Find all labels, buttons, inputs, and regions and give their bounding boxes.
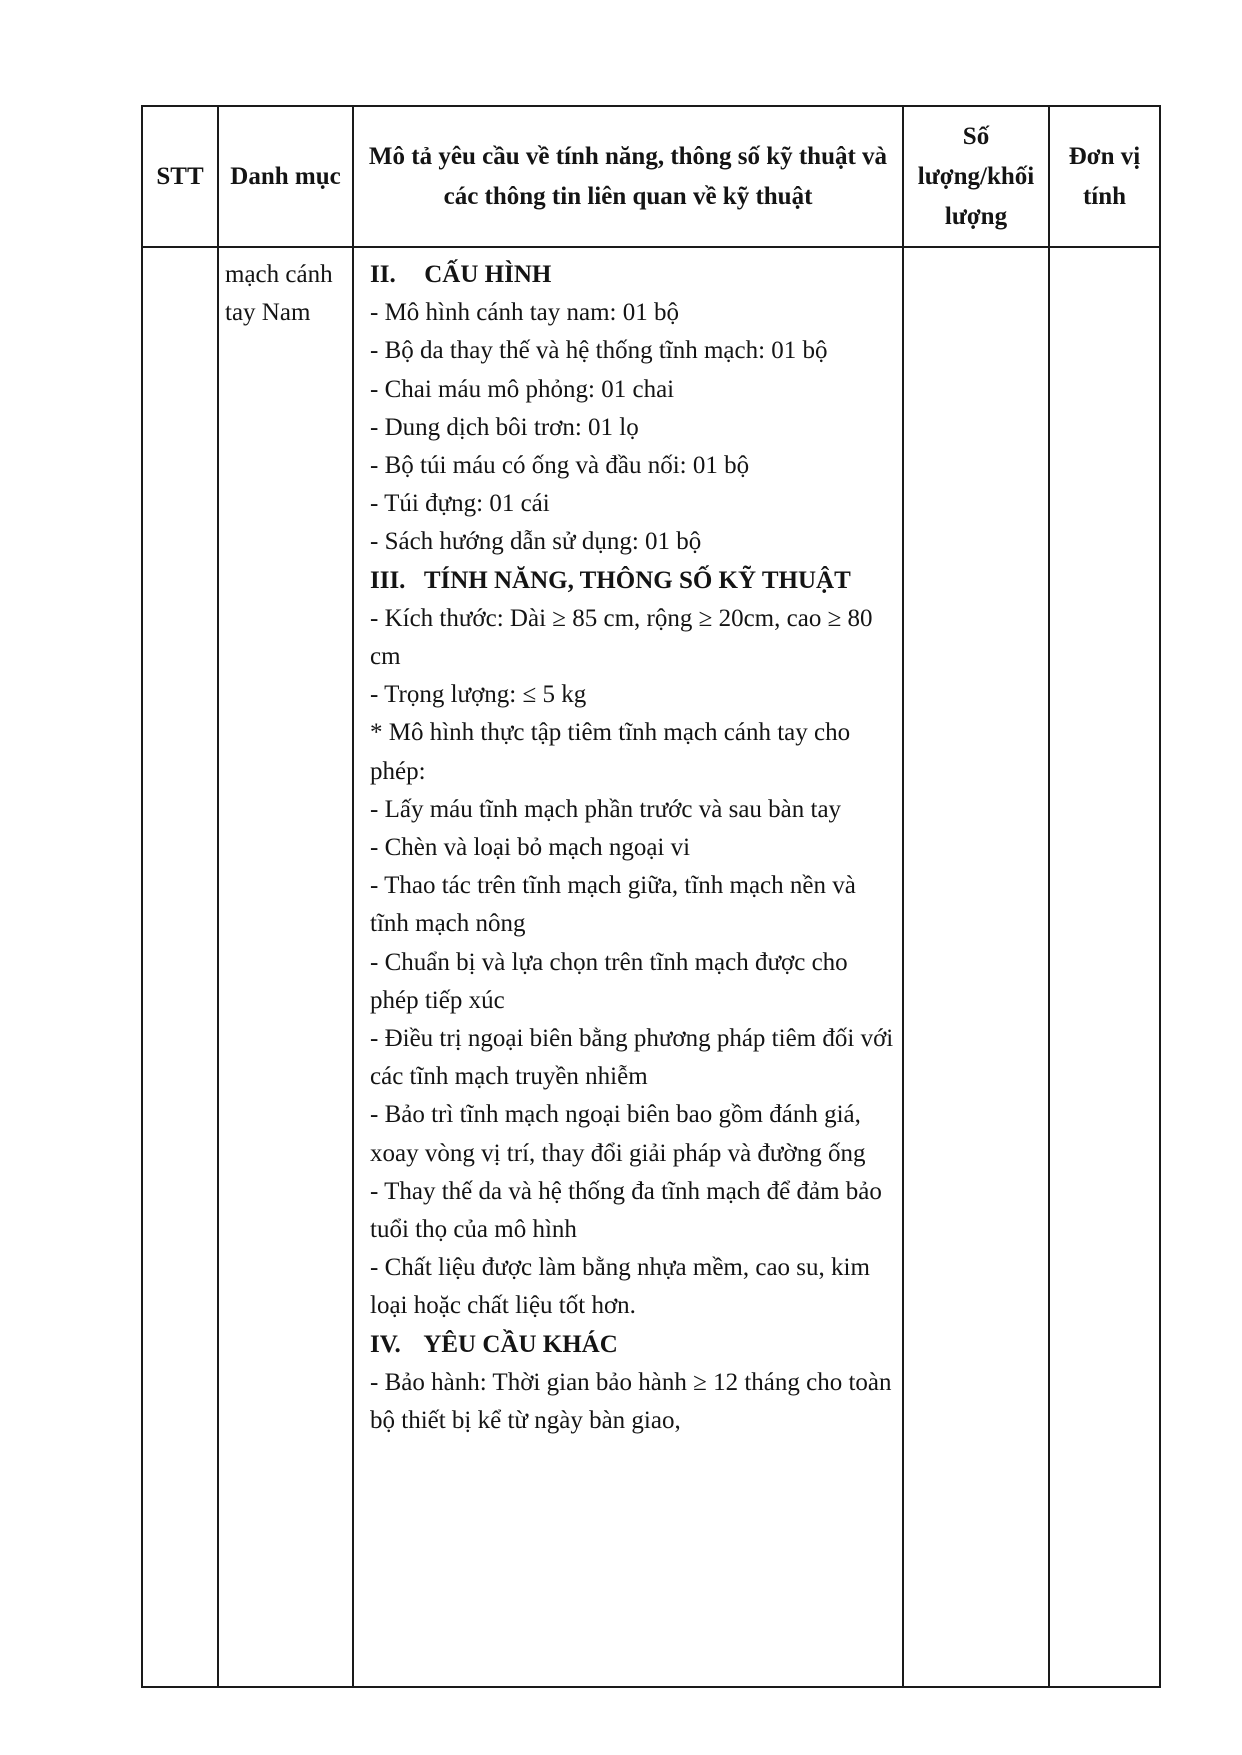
danh-muc-text: mạch cánh tay Nam [225, 261, 333, 327]
spec-line: - Chai máu mô phỏng: 01 chai [370, 375, 675, 403]
spec-line: - Chèn và loại bỏ mạch ngoại vi [370, 834, 691, 862]
spec-line: - Chất liệu được làm bằng nhựa mềm, cao su, kim loại hoặc chất liệu tốt hơn. [370, 1254, 870, 1320]
spec-line: - Mô hình cánh tay nam: 01 bộ [370, 299, 679, 327]
cell-quantity [903, 247, 1049, 1687]
spec-line: * Mô hình thực tập tiêm tĩnh mạch cánh tay cho phép: [370, 719, 851, 785]
cell-description [353, 247, 903, 1687]
spec-line: - Điều trị ngoại biên bằng phương pháp tiêm đối với các tĩnh mạch truyền nhiễm [370, 1025, 894, 1091]
section-heading [370, 256, 896, 294]
header-description: Mô tả yêu cầu về tính năng, thông số kỹ thuật và các thông tin liên quan về kỹ thuật [353, 106, 903, 247]
header-quantity: Số lượng/khối lượng [903, 106, 1049, 247]
header-unit: Đơn vị tính [1049, 106, 1160, 247]
spec-line: - Thay thế da và hệ thống đa tĩnh mạch để đảm bảo tuổi thọ của mô hình [370, 1177, 882, 1244]
cell-unit [1049, 247, 1160, 1687]
spec-line: - Lấy máu tĩnh mạch phần trước và sau bàn tay [370, 795, 842, 823]
section-title: TÍNH NĂNG, THÔNG SỐ KỸ THUẬT [423, 566, 851, 594]
section-number: II. [370, 261, 396, 288]
cell-danh-muc [218, 247, 353, 1687]
spec-line: - Trọng lượng: ≤ 5 kg [370, 681, 587, 709]
description-lines [354, 248, 902, 1446]
section-number: III. [370, 566, 406, 594]
spec-line: - Túi đựng: 01 cái [370, 490, 550, 518]
spec-line: - Sách hướng dẫn sử dụng: 01 bộ [370, 528, 702, 556]
section-heading [370, 1326, 896, 1364]
spec-line: - Dung dịch bôi trơn: 01 lọ [370, 413, 639, 441]
spec-line: - Bảo trì tĩnh mạch ngoại biên bao gồm đánh giá, xoay vòng vị trí, thay đổi giải pháp và đường ống [370, 1101, 866, 1167]
header-stt: STT [142, 106, 218, 247]
table-header-row [142, 106, 1160, 247]
spec-line: - Bộ da thay thế và hệ thống tĩnh mạch: 01 bộ [370, 337, 828, 365]
section-heading [370, 562, 896, 600]
section-number: IV. [370, 1330, 401, 1358]
spec-line: - Chuẩn bị và lựa chọn trên tĩnh mạch được cho phép tiếp xúc [370, 948, 848, 1014]
section-title: CẤU HÌNH [424, 261, 552, 288]
spec-line: - Bảo hành: Thời gian bảo hành ≥ 12 tháng cho toàn bộ thiết bị kể từ ngày bàn giao, [370, 1368, 892, 1435]
cell-stt [142, 247, 218, 1687]
spec-line: - Kích thước: Dài ≥ 85 cm, rộng ≥ 20cm, cao ≥ 80 cm [370, 604, 873, 671]
specification-table [141, 105, 1161, 1688]
table-row [142, 247, 1160, 1687]
header-danh-muc: Danh mục [218, 106, 353, 247]
spec-line: - Thao tác trên tĩnh mạch giữa, tĩnh mạch nền và tĩnh mạch nông [370, 872, 856, 938]
spec-line: - Bộ túi máu có ống và đầu nối: 01 bộ [370, 452, 750, 480]
section-title: YÊU CẦU KHÁC [423, 1330, 618, 1358]
